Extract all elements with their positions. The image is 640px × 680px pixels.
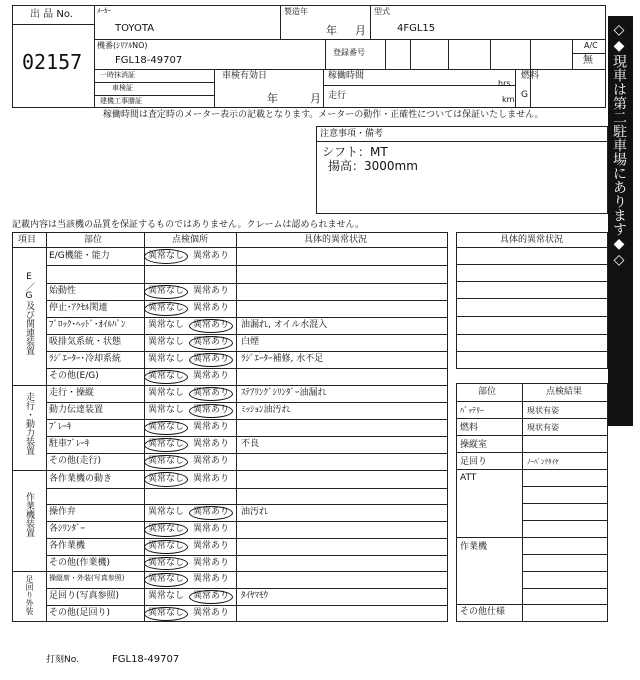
item-no: 02157 <box>22 50 83 74</box>
row-part: その他(走行) <box>49 456 102 466</box>
check-normal[interactable]: 異常なし <box>148 541 185 551</box>
ac-value: 無 <box>583 55 593 66</box>
row-part: 吸排気系統・状態 <box>49 337 122 347</box>
item-no-label: 出 品 No. <box>30 9 73 20</box>
check-abnormal[interactable]: 異常あり <box>193 524 230 534</box>
serial-value: FGL18-49707 <box>115 55 183 66</box>
row-detail: 油漏れ, オイル水混入 <box>241 320 328 330</box>
stamp-no-value: FGL18-49707 <box>112 654 180 665</box>
inspection-month-unit: 月 <box>310 92 321 105</box>
fuel-value: G <box>521 90 528 100</box>
result-work: 作業機 <box>460 542 488 552</box>
year-unit: 年 <box>326 24 337 37</box>
group-foot-label: 足回り外装 <box>25 575 34 615</box>
row-part: 足回り(写真参照) <box>49 591 120 601</box>
check-abnormal[interactable]: 異常あり <box>193 474 230 484</box>
group-eg-label: E／G及び関連装置 <box>24 272 34 355</box>
row-part: 操作弁 <box>49 507 77 517</box>
circle-normal <box>144 607 188 621</box>
maker-label: ﾒｰｶｰ <box>97 7 111 15</box>
row-detail: 白煙 <box>241 337 260 347</box>
row-detail: 油汚れ <box>241 507 269 517</box>
circle-abnormal <box>189 353 233 367</box>
check-normal[interactable]: 異常なし <box>148 251 185 261</box>
operation-label: 稼働時間 <box>328 71 365 81</box>
location-banner-text: ◇◆現車は第二駐車場にあります◆◇ <box>611 22 627 268</box>
result-battery-value: 現状有姿 <box>527 406 559 415</box>
group-work-label: 作業機装置 <box>24 492 34 537</box>
circle-abnormal <box>189 387 233 401</box>
group-drive-label: 走行・動力装置 <box>24 392 34 455</box>
result-att: ATT <box>460 473 477 483</box>
row-part: 始動性 <box>49 286 77 296</box>
row-detail: ﾗｼﾞｴｰﾀｰ補修, 水不足 <box>241 354 324 364</box>
row-part: 動力伝達装置 <box>49 405 104 415</box>
inspection-year-unit: 年 <box>267 92 278 105</box>
detail-table-right <box>456 232 608 369</box>
circle-abnormal <box>189 319 233 333</box>
check-normal[interactable]: 異常なし <box>148 474 185 484</box>
check-normal[interactable]: 異常なし <box>148 337 185 347</box>
check-abnormal[interactable]: 異常あり <box>193 320 230 330</box>
circle-normal <box>144 472 188 487</box>
circle-normal <box>144 249 188 264</box>
row-part: ﾗｼﾞｴｰﾀｰ･冷却系統 <box>49 354 122 364</box>
inspection-label: 車検有効日 <box>222 71 268 81</box>
check-abnormal[interactable]: 異常あり <box>193 388 230 398</box>
year-label: 製造年 <box>284 7 308 16</box>
check-abnormal[interactable]: 異常あり <box>193 574 230 584</box>
check-normal[interactable]: 異常なし <box>148 388 185 398</box>
row-part: 駐車ﾌﾞﾚｰｷ <box>49 439 90 449</box>
check-normal[interactable]: 異常なし <box>148 524 185 534</box>
row-detail: ｽﾃｱﾘﾝｸﾞｼﾘﾝﾀﾞｰ油漏れ <box>241 388 327 398</box>
row-part: その他(E/G) <box>49 371 99 381</box>
check-normal[interactable]: 異常なし <box>148 591 185 601</box>
check-abnormal[interactable]: 異常あり <box>193 439 230 449</box>
check-normal[interactable]: 異常なし <box>148 286 185 296</box>
check-abnormal[interactable]: 異常あり <box>193 456 230 466</box>
row-part: ﾌﾞﾚｰｷ <box>49 422 72 432</box>
circle-normal <box>144 370 188 384</box>
circle-abnormal <box>189 590 233 604</box>
notes-lift-height: 揚高：3000mm <box>328 159 418 173</box>
check-normal[interactable]: 異常なし <box>148 303 185 313</box>
ac-label: A/C <box>584 41 598 50</box>
fuel-label: 燃料 <box>521 71 540 81</box>
detail-right-header: 具体的異常状況 <box>500 235 564 245</box>
result-cockpit: 操縦室 <box>460 440 488 450</box>
circle-normal <box>144 302 188 316</box>
check-normal[interactable]: 異常なし <box>148 439 185 449</box>
col-check-header: 点検個所 <box>172 235 209 245</box>
row-detail: ﾐｯｼｮﾝ油汚れ <box>241 405 291 415</box>
travel-label: 走行 <box>328 91 347 101</box>
col-part-header: 部位 <box>84 235 103 245</box>
notes-shift: シフト：MT <box>322 145 388 159</box>
circle-normal <box>144 523 188 537</box>
km-unit: km <box>502 95 515 104</box>
check-abnormal[interactable]: 異常あり <box>193 251 230 261</box>
check-abnormal[interactable]: 異常あり <box>193 405 230 415</box>
row-part: 各ｼﾘﾝﾀﾞｰ <box>49 524 86 534</box>
disclaimer: 記載内容は当該機の品質を保証するものではありません。クレームは認められません。 <box>12 220 365 230</box>
circle-abnormal <box>189 506 233 520</box>
check-normal[interactable]: 異常なし <box>148 354 185 364</box>
result-part-header: 部位 <box>478 387 497 397</box>
row-part: 走行・操縦 <box>49 388 95 398</box>
check-abnormal[interactable]: 異常あり <box>193 608 230 618</box>
row-part: ﾌﾞﾛｯｸ･ﾍｯﾄﾞ･ｵｲﾙﾊﾟﾝ <box>49 320 126 330</box>
meter-note: 稼働時間は査定時のメーター表示の記載となります。メーターの動作・正確性については保証いたしません。 <box>103 110 544 120</box>
model-value: 4FGL15 <box>397 23 436 34</box>
circle-abnormal <box>189 336 233 350</box>
check-abnormal[interactable]: 異常あり <box>193 303 230 313</box>
circle-normal <box>144 557 188 570</box>
result-fuel-value: 現状有姿 <box>527 423 559 432</box>
result-foot-value: ﾉｰﾊﾟﾝｸﾀｲﾔ <box>527 458 559 466</box>
registration-label: 登録番号 <box>333 48 365 57</box>
check-abnormal[interactable]: 異常あり <box>193 371 230 381</box>
check-normal[interactable]: 異常なし <box>148 456 185 466</box>
row-part: E/G機能・能力 <box>49 251 110 261</box>
vehicle-cert-label: 車検証 <box>112 84 133 92</box>
check-normal[interactable]: 異常なし <box>148 608 185 618</box>
header-grid <box>12 5 606 108</box>
check-abnormal[interactable]: 異常あり <box>193 422 230 432</box>
check-normal[interactable]: 異常なし <box>148 371 185 381</box>
location-banner <box>608 16 633 426</box>
model-label: 型式 <box>374 7 390 16</box>
temp-cert-label: 一時抹消証 <box>100 71 135 79</box>
circle-normal <box>144 285 188 299</box>
check-normal[interactable]: 異常なし <box>148 320 185 330</box>
result-foot: 足回り <box>460 457 488 467</box>
col-detail-header: 具体的異常状況 <box>304 235 368 245</box>
check-abnormal[interactable]: 異常あり <box>193 541 230 551</box>
maker-value: TOYOTA <box>115 23 155 34</box>
row-part: 各作業機の動き <box>49 474 113 484</box>
circle-abnormal <box>189 404 233 418</box>
result-battery: ﾊﾞｯﾃﾘｰ <box>460 406 484 415</box>
check-abnormal[interactable]: 異常あり <box>193 591 230 601</box>
work-cert-label: 建機工事謄証 <box>100 97 142 105</box>
row-detail: ﾀｲﾔﾏﾓｳ <box>241 591 269 601</box>
check-normal[interactable]: 異常なし <box>148 574 185 584</box>
check-normal[interactable]: 異常なし <box>148 507 185 517</box>
circle-normal <box>144 421 188 435</box>
check-abnormal[interactable]: 異常あり <box>193 507 230 517</box>
row-part: 停止･ｱｸｾﾙ関連 <box>49 303 108 313</box>
circle-normal <box>144 573 188 587</box>
row-part: その他(足回り) <box>49 608 111 618</box>
result-other: その他仕様 <box>460 607 506 617</box>
result-result-header: 点検結果 <box>546 387 583 397</box>
check-normal[interactable]: 異常なし <box>148 558 185 568</box>
row-part: その他(作業機) <box>49 558 111 568</box>
row-part: 操縦席・外装(写真参照) <box>49 574 125 582</box>
row-part: 各作業機 <box>49 541 86 551</box>
hrs-unit: hrs <box>498 79 511 88</box>
check-normal[interactable]: 異常なし <box>148 405 185 415</box>
row-detail: 不良 <box>241 439 260 449</box>
month-unit: 月 <box>355 24 366 37</box>
circle-normal <box>144 540 188 554</box>
check-abnormal[interactable]: 異常あり <box>193 558 230 568</box>
stamp-no-label: 打刻No. <box>46 655 79 665</box>
notes-label: 注意事項・備考 <box>320 129 384 139</box>
result-fuel: 燃料 <box>460 423 479 433</box>
circle-normal <box>144 455 188 469</box>
check-abnormal[interactable]: 異常あり <box>193 337 230 347</box>
check-abnormal[interactable]: 異常あり <box>193 286 230 296</box>
serial-label: 機番(ｼﾘｱﾙNO) <box>97 41 148 50</box>
col-item-header: 項目 <box>18 235 37 245</box>
check-normal[interactable]: 異常なし <box>148 422 185 432</box>
check-abnormal[interactable]: 異常あり <box>193 354 230 364</box>
circle-normal <box>144 438 188 452</box>
